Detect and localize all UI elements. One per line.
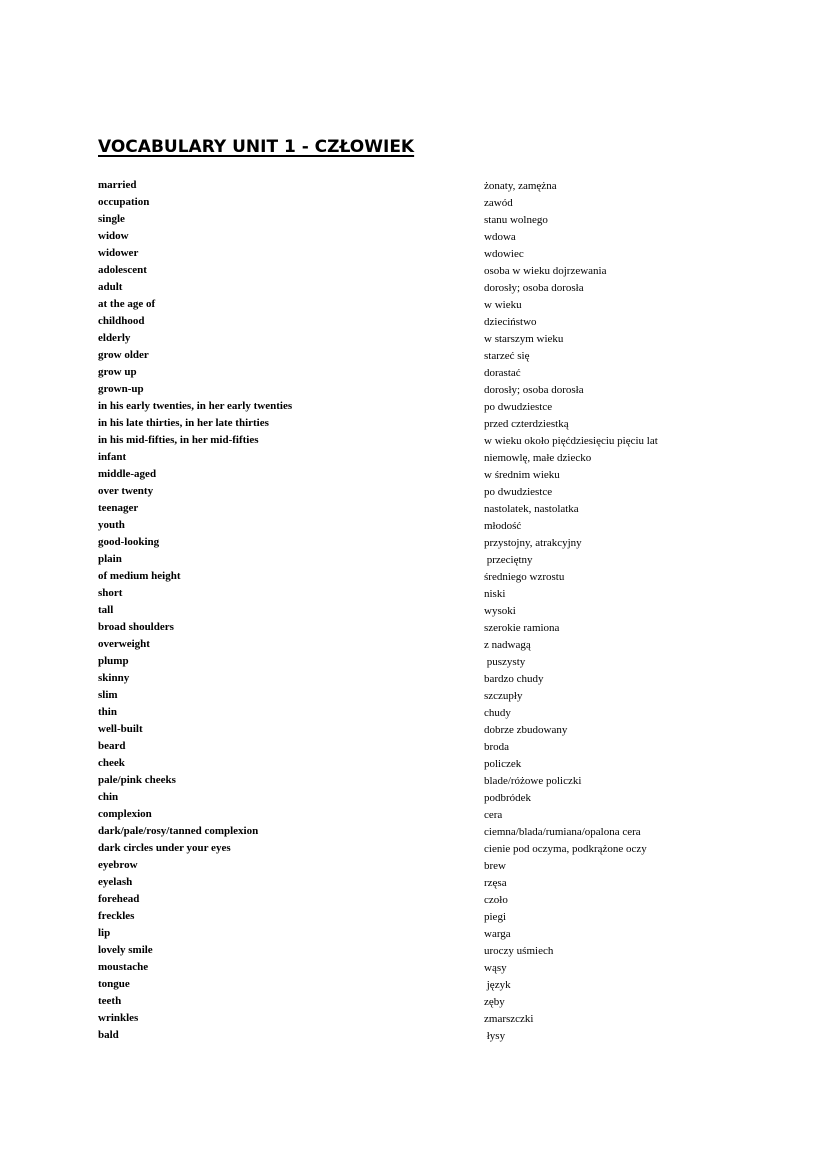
polish-translation: dorosły; osoba dorosła (484, 282, 584, 294)
polish-translation: zmarszczki (484, 1013, 534, 1025)
polish-translation: przeciętny (484, 554, 533, 566)
english-term: of medium height (98, 570, 181, 582)
vocabulary-row (0, 177, 828, 194)
english-term: bald (98, 1029, 119, 1041)
english-term: moustache (98, 961, 149, 973)
english-term: pale/pink cheeks (98, 774, 176, 786)
english-term: married (98, 179, 137, 191)
vocabulary-row (0, 959, 828, 976)
english-term: eyebrow (98, 859, 138, 871)
english-term: freckles (98, 910, 135, 922)
vocabulary-row (0, 432, 828, 449)
english-term: thin (98, 706, 117, 718)
english-term: teeth (98, 995, 122, 1007)
vocabulary-row (0, 347, 828, 364)
english-term: dark circles under your eyes (98, 842, 231, 854)
vocabulary-row (0, 942, 828, 959)
polish-translation: nastolatek, nastolatka (484, 503, 579, 515)
vocabulary-row (0, 704, 828, 721)
english-term: good-looking (98, 536, 160, 548)
english-term: chin (98, 791, 119, 803)
polish-translation: osoba w wieku dojrzewania (484, 265, 607, 277)
polish-translation: średniego wzrostu (484, 571, 565, 583)
english-term: lovely smile (98, 944, 153, 956)
english-term: middle-aged (98, 468, 157, 480)
vocabulary-row (0, 721, 828, 738)
vocabulary-row (0, 908, 828, 925)
polish-translation: puszysty (484, 656, 526, 668)
vocabulary-row (0, 262, 828, 279)
polish-translation: po dwudziestce (484, 486, 553, 498)
english-term: youth (98, 519, 125, 531)
english-term: in his late thirties, in her late thirties (98, 417, 269, 429)
vocabulary-row (0, 568, 828, 585)
vocabulary-row (0, 398, 828, 415)
polish-translation: podbródek (484, 792, 532, 804)
english-term: forehead (98, 893, 140, 905)
english-term: dark/pale/rosy/tanned complexion (98, 825, 259, 837)
vocabulary-list (0, 177, 828, 1044)
english-term: eyelash (98, 876, 133, 888)
polish-translation: brew (484, 860, 506, 872)
polish-translation: starzeć się (484, 350, 530, 362)
vocabulary-row (0, 670, 828, 687)
polish-translation: chudy (484, 707, 511, 719)
english-term: at the age of (98, 298, 156, 310)
polish-translation: wdowiec (484, 248, 524, 260)
english-term: broad shoulders (98, 621, 174, 633)
vocabulary-row (0, 211, 828, 228)
vocabulary-row (0, 466, 828, 483)
polish-translation: dzieciństwo (484, 316, 537, 328)
vocabulary-row (0, 806, 828, 823)
polish-translation: szczupły (484, 690, 523, 702)
vocabulary-row (0, 364, 828, 381)
english-term: widower (98, 247, 139, 259)
polish-translation: zęby (484, 996, 505, 1008)
english-term: plump (98, 655, 129, 667)
polish-translation: cienie pod oczyma, podkrążone oczy (484, 843, 647, 855)
vocabulary-row (0, 636, 828, 653)
vocabulary-row (0, 653, 828, 670)
vocabulary-row (0, 993, 828, 1010)
vocabulary-row (0, 602, 828, 619)
vocabulary-row (0, 449, 828, 466)
polish-translation: niemowlę, małe dziecko (484, 452, 592, 464)
vocabulary-row (0, 789, 828, 806)
english-term: skinny (98, 672, 130, 684)
english-term: tall (98, 604, 114, 616)
polish-translation: broda (484, 741, 510, 753)
polish-translation: niski (484, 588, 506, 600)
polish-translation: dorastać (484, 367, 521, 379)
vocabulary-row (0, 874, 828, 891)
english-term: grow up (98, 366, 137, 378)
english-term: single (98, 213, 125, 225)
vocabulary-row (0, 619, 828, 636)
vocabulary-row (0, 925, 828, 942)
english-term: tongue (98, 978, 130, 990)
polish-translation: wdowa (484, 231, 516, 243)
english-term: childhood (98, 315, 145, 327)
english-term: grown-up (98, 383, 144, 395)
vocabulary-row (0, 840, 828, 857)
vocabulary-row (0, 534, 828, 551)
polish-translation: dorosły; osoba dorosła (484, 384, 584, 396)
english-term: well-built (98, 723, 143, 735)
polish-translation: w średnim wieku (484, 469, 560, 481)
polish-translation: blade/różowe policzki (484, 775, 582, 787)
polish-translation: w starszym wieku (484, 333, 564, 345)
vocabulary-row (0, 891, 828, 908)
vocabulary-row (0, 755, 828, 772)
vocabulary-row (0, 976, 828, 993)
english-term: teenager (98, 502, 139, 514)
polish-translation: dobrze zbudowany (484, 724, 568, 736)
english-term: over twenty (98, 485, 154, 497)
polish-translation: przystojny, atrakcyjny (484, 537, 582, 549)
english-term: occupation (98, 196, 150, 208)
vocabulary-row (0, 194, 828, 211)
polish-translation: żonaty, zamężna (484, 180, 557, 192)
vocabulary-row (0, 551, 828, 568)
polish-translation: ciemna/blada/rumiana/opalona cera (484, 826, 641, 838)
vocabulary-row (0, 296, 828, 313)
vocabulary-row (0, 313, 828, 330)
english-term: infant (98, 451, 127, 463)
polish-translation: uroczy uśmiech (484, 945, 554, 957)
polish-translation: policzek (484, 758, 522, 770)
english-term: lip (98, 927, 111, 939)
english-term: short (98, 587, 123, 599)
english-term: grow older (98, 349, 149, 361)
english-term: widow (98, 230, 129, 242)
polish-translation: warga (484, 928, 511, 940)
vocabulary-row (0, 585, 828, 602)
polish-translation: zawód (484, 197, 513, 209)
polish-translation: wysoki (484, 605, 516, 617)
polish-translation: szerokie ramiona (484, 622, 560, 634)
vocabulary-row (0, 245, 828, 262)
polish-translation: język (484, 979, 511, 991)
english-term: beard (98, 740, 126, 752)
polish-translation: cera (484, 809, 503, 821)
english-term: elderly (98, 332, 131, 344)
vocabulary-row (0, 330, 828, 347)
polish-translation: czoło (484, 894, 508, 906)
vocabulary-row (0, 500, 828, 517)
polish-translation: w wieku około pięćdziesięciu pięciu lat (484, 435, 658, 447)
english-term: cheek (98, 757, 125, 769)
polish-translation: z nadwagą (484, 639, 531, 651)
vocabulary-row (0, 857, 828, 874)
vocabulary-row (0, 1010, 828, 1027)
english-term: slim (98, 689, 118, 701)
polish-translation: łysy (484, 1030, 506, 1042)
polish-translation: w wieku (484, 299, 522, 311)
english-term: plain (98, 553, 122, 565)
polish-translation: piegi (484, 911, 506, 923)
polish-translation: po dwudziestce (484, 401, 553, 413)
english-term: adult (98, 281, 123, 293)
polish-translation: młodość (484, 520, 522, 532)
english-term: adolescent (98, 264, 147, 276)
vocabulary-row (0, 279, 828, 296)
polish-translation: przed czterdziestką (484, 418, 569, 430)
english-term: in his mid-fifties, in her mid-fifties (98, 434, 259, 446)
english-term: overweight (98, 638, 150, 650)
polish-translation: bardzo chudy (484, 673, 544, 685)
vocabulary-row (0, 381, 828, 398)
vocabulary-row (0, 483, 828, 500)
polish-translation: rzęsa (484, 877, 507, 889)
vocabulary-row (0, 687, 828, 704)
polish-translation: stanu wolnego (484, 214, 548, 226)
document-title: VOCABULARY UNIT 1 - CZŁOWIEK (98, 137, 415, 157)
vocabulary-row (0, 738, 828, 755)
polish-translation: wąsy (484, 962, 507, 974)
vocabulary-row (0, 772, 828, 789)
vocabulary-row (0, 517, 828, 534)
vocabulary-row (0, 823, 828, 840)
english-term: in his early twenties, in her early twenties (98, 400, 293, 412)
vocabulary-row (0, 415, 828, 432)
english-term: complexion (98, 808, 152, 820)
vocabulary-row (0, 1027, 828, 1044)
vocabulary-row (0, 228, 828, 245)
english-term: wrinkles (98, 1012, 139, 1024)
